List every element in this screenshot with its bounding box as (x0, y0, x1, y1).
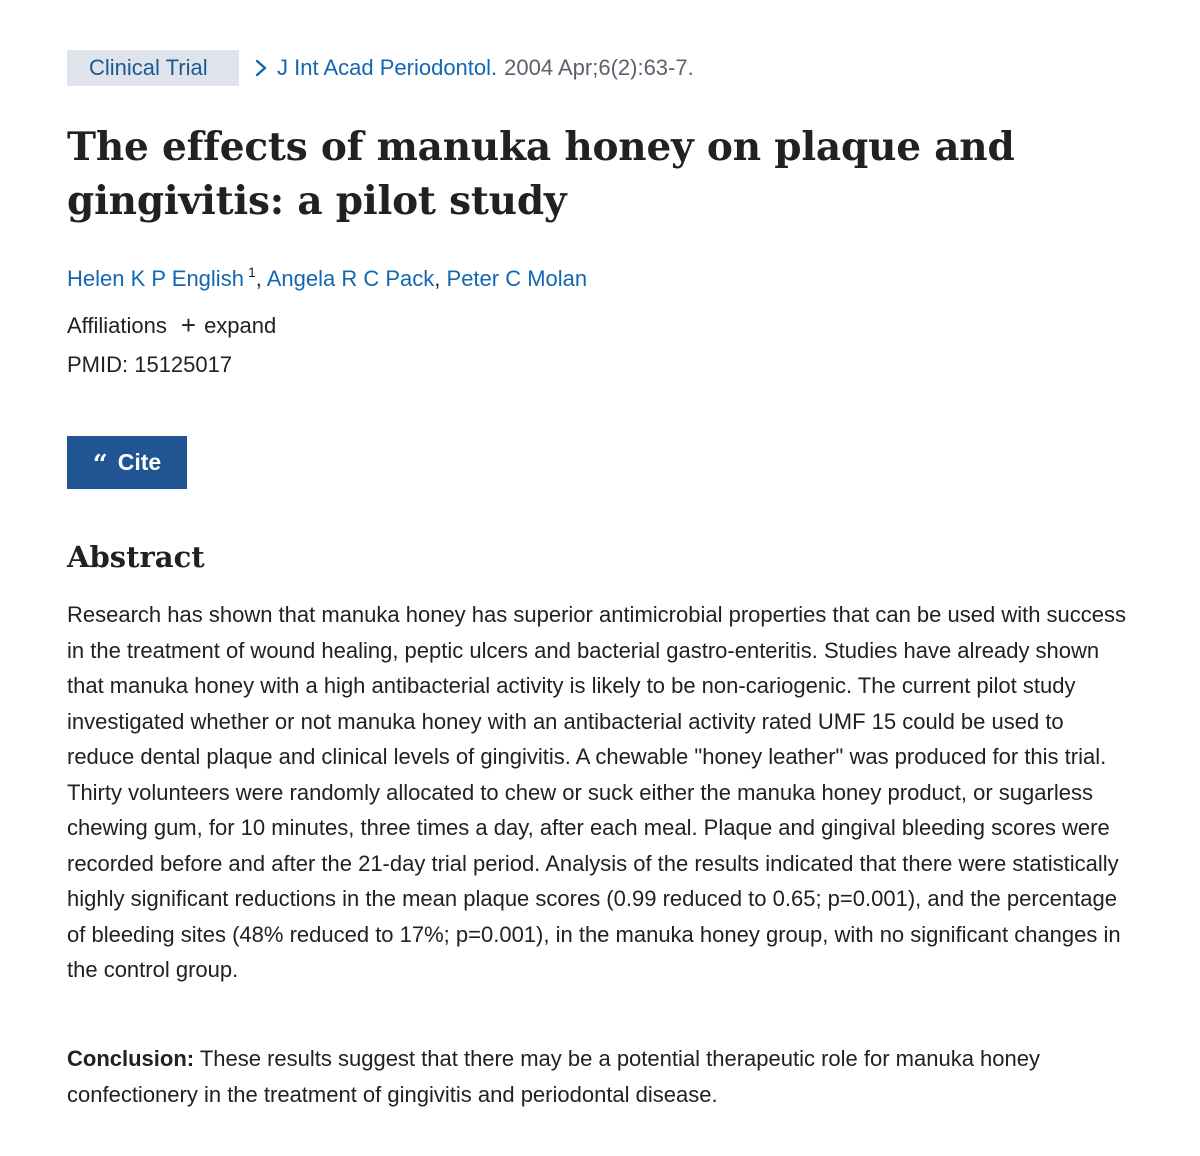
plus-icon: + (180, 310, 197, 340)
author-separator: , (255, 266, 267, 291)
quote-icon: “ (92, 449, 108, 480)
author-link[interactable]: Helen K P English (67, 266, 244, 291)
pmid: PMID: 15125017 (67, 352, 233, 377)
abstract-heading: Abstract (67, 540, 205, 574)
author-link[interactable]: Angela R C Pack (266, 266, 435, 291)
affiliations-expand-button[interactable] (181, 310, 276, 342)
affiliations-row (67, 310, 276, 342)
author-list (67, 256, 587, 295)
expand-label: expand (204, 313, 277, 338)
article-title: The effects of manuka honey on plaque and gingivitis: a pilot study (67, 124, 1015, 224)
abstract-conclusion (67, 1041, 1142, 1112)
publication-type-badge[interactable]: Clinical Trial (67, 50, 239, 86)
journal-link[interactable]: J Int Acad Periodontol. (277, 55, 498, 80)
affiliation-marker[interactable]: 1 (247, 264, 256, 280)
abstract-text: Research has shown that manuka honey has superior antimicrobial properties that can be used with success in the treatment of wound healing, peptic ulcers and bacterial gastro-enteritis. Studies have already shown that manuka honey with a high antibacterial activity is likely to be non-cariogenic. The current pilot study investigated whether or not manuka honey with an antibacterial activity rated UMF 15 could be used to reduce dental plaque and clinical levels of gingivitis. A chewable "honey leather" was produced for this trial. Thirty volunteers were randomly allocated to chew or suck either the manuka honey product, or sugarless chewing gum, for 10 minutes, three times a day, after each meal. Plaque and gingival bleeding scores were recorded before and after the 21-day trial period. Analysis of the results indicated that there were statistically highly significant reductions in the mean plaque scores (0.99 reduced to 0.65; p=0.001), and the percentage of bleeding sites (48% reduced to 17%; p=0.001), in the manuka honey group, with no significant changes in the control group. (67, 602, 1127, 982)
author-link[interactable]: Peter C Molan (446, 266, 588, 291)
author-separator: , (434, 266, 447, 291)
conclusion-label: Conclusion: (67, 1046, 195, 1071)
cite-button[interactable] (67, 436, 187, 489)
article-meta (67, 50, 694, 86)
affiliations-label: Affiliations (67, 313, 167, 338)
chevron-right-icon (254, 58, 268, 78)
journal-citation (254, 55, 694, 81)
cite-label: Cite (117, 449, 162, 475)
conclusion-text: These results suggest that there may be a potential therapeutic role for manuka honey confectionery in the treatment of gingivitis and periodontal disease. (67, 1046, 1040, 1107)
journal-date: 2004 Apr;6(2):63-7. (504, 55, 694, 80)
